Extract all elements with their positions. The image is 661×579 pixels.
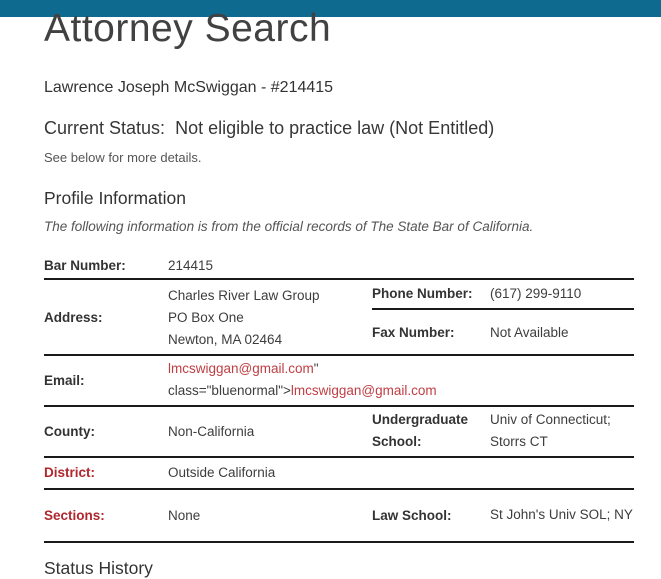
bar-number-label: Bar Number: <box>44 257 126 273</box>
email-artifact-text: class="bluenormal"> <box>168 383 291 399</box>
email-link-2[interactable]: lmcswiggan@gmail.com <box>290 383 437 399</box>
table-row-email <box>44 356 634 407</box>
address-line-2: PO Box One <box>168 309 244 325</box>
table-row-phone <box>372 280 634 310</box>
current-status-label: Current Status: <box>44 117 166 138</box>
sections-value: None <box>168 507 201 523</box>
attorney-name: Lawrence Joseph McSwiggan - #214415 <box>44 78 334 96</box>
email-label: Email: <box>44 372 85 388</box>
phone-value: (617) 299-9110 <box>490 286 582 302</box>
fax-label: Fax Number: <box>372 325 455 341</box>
current-status-value: Not eligible to practice law (Not Entitled) <box>175 117 495 138</box>
table-row-bar-number <box>44 253 634 280</box>
law-school-value: St John's Univ SOL; NY <box>490 507 633 523</box>
sections-label: Sections: <box>44 507 105 523</box>
table-row-sections <box>44 490 634 543</box>
email-line-2 <box>168 380 634 402</box>
table-row-fax <box>372 310 634 356</box>
undergraduate-school-label: Undergraduate School: <box>372 412 469 450</box>
status-history-title: Status History <box>44 557 153 578</box>
profile-disclaimer: The following information is from the official records of The State Bar of California. <box>44 218 534 234</box>
email-link-1[interactable]: lmcswiggan@gmail.com <box>168 361 314 377</box>
email-value <box>168 358 634 402</box>
phone-fax-subtable <box>372 280 634 356</box>
email-artifact-quote: " <box>313 361 319 377</box>
address-value <box>168 285 372 351</box>
status-note: See below for more details. <box>44 149 202 165</box>
profile-table <box>44 253 634 543</box>
district-label: District: <box>44 465 96 481</box>
address-line-3: Newton, MA 02464 <box>168 331 283 347</box>
address-line-1: Charles River Law Group <box>168 287 320 303</box>
page-title: Attorney Search <box>44 7 332 50</box>
district-value: Outside California <box>168 465 276 481</box>
fax-value: Not Available <box>490 325 569 341</box>
county-value: Non-California <box>168 423 255 439</box>
bar-number-value: 214415 <box>168 257 214 273</box>
table-row-district <box>44 458 634 490</box>
email-line-1 <box>168 358 634 380</box>
county-label: County: <box>44 423 95 439</box>
law-school-label: Law School: <box>372 507 452 523</box>
table-row-address <box>44 280 634 356</box>
profile-section-title: Profile Information <box>44 187 187 208</box>
current-status-line <box>44 118 634 139</box>
phone-label: Phone Number: <box>372 286 473 302</box>
page-content <box>44 6 634 579</box>
table-row-county <box>44 407 634 458</box>
address-label: Address: <box>44 310 103 326</box>
undergraduate-school-value: Univ of Connecticut; Storrs CT <box>490 412 611 450</box>
